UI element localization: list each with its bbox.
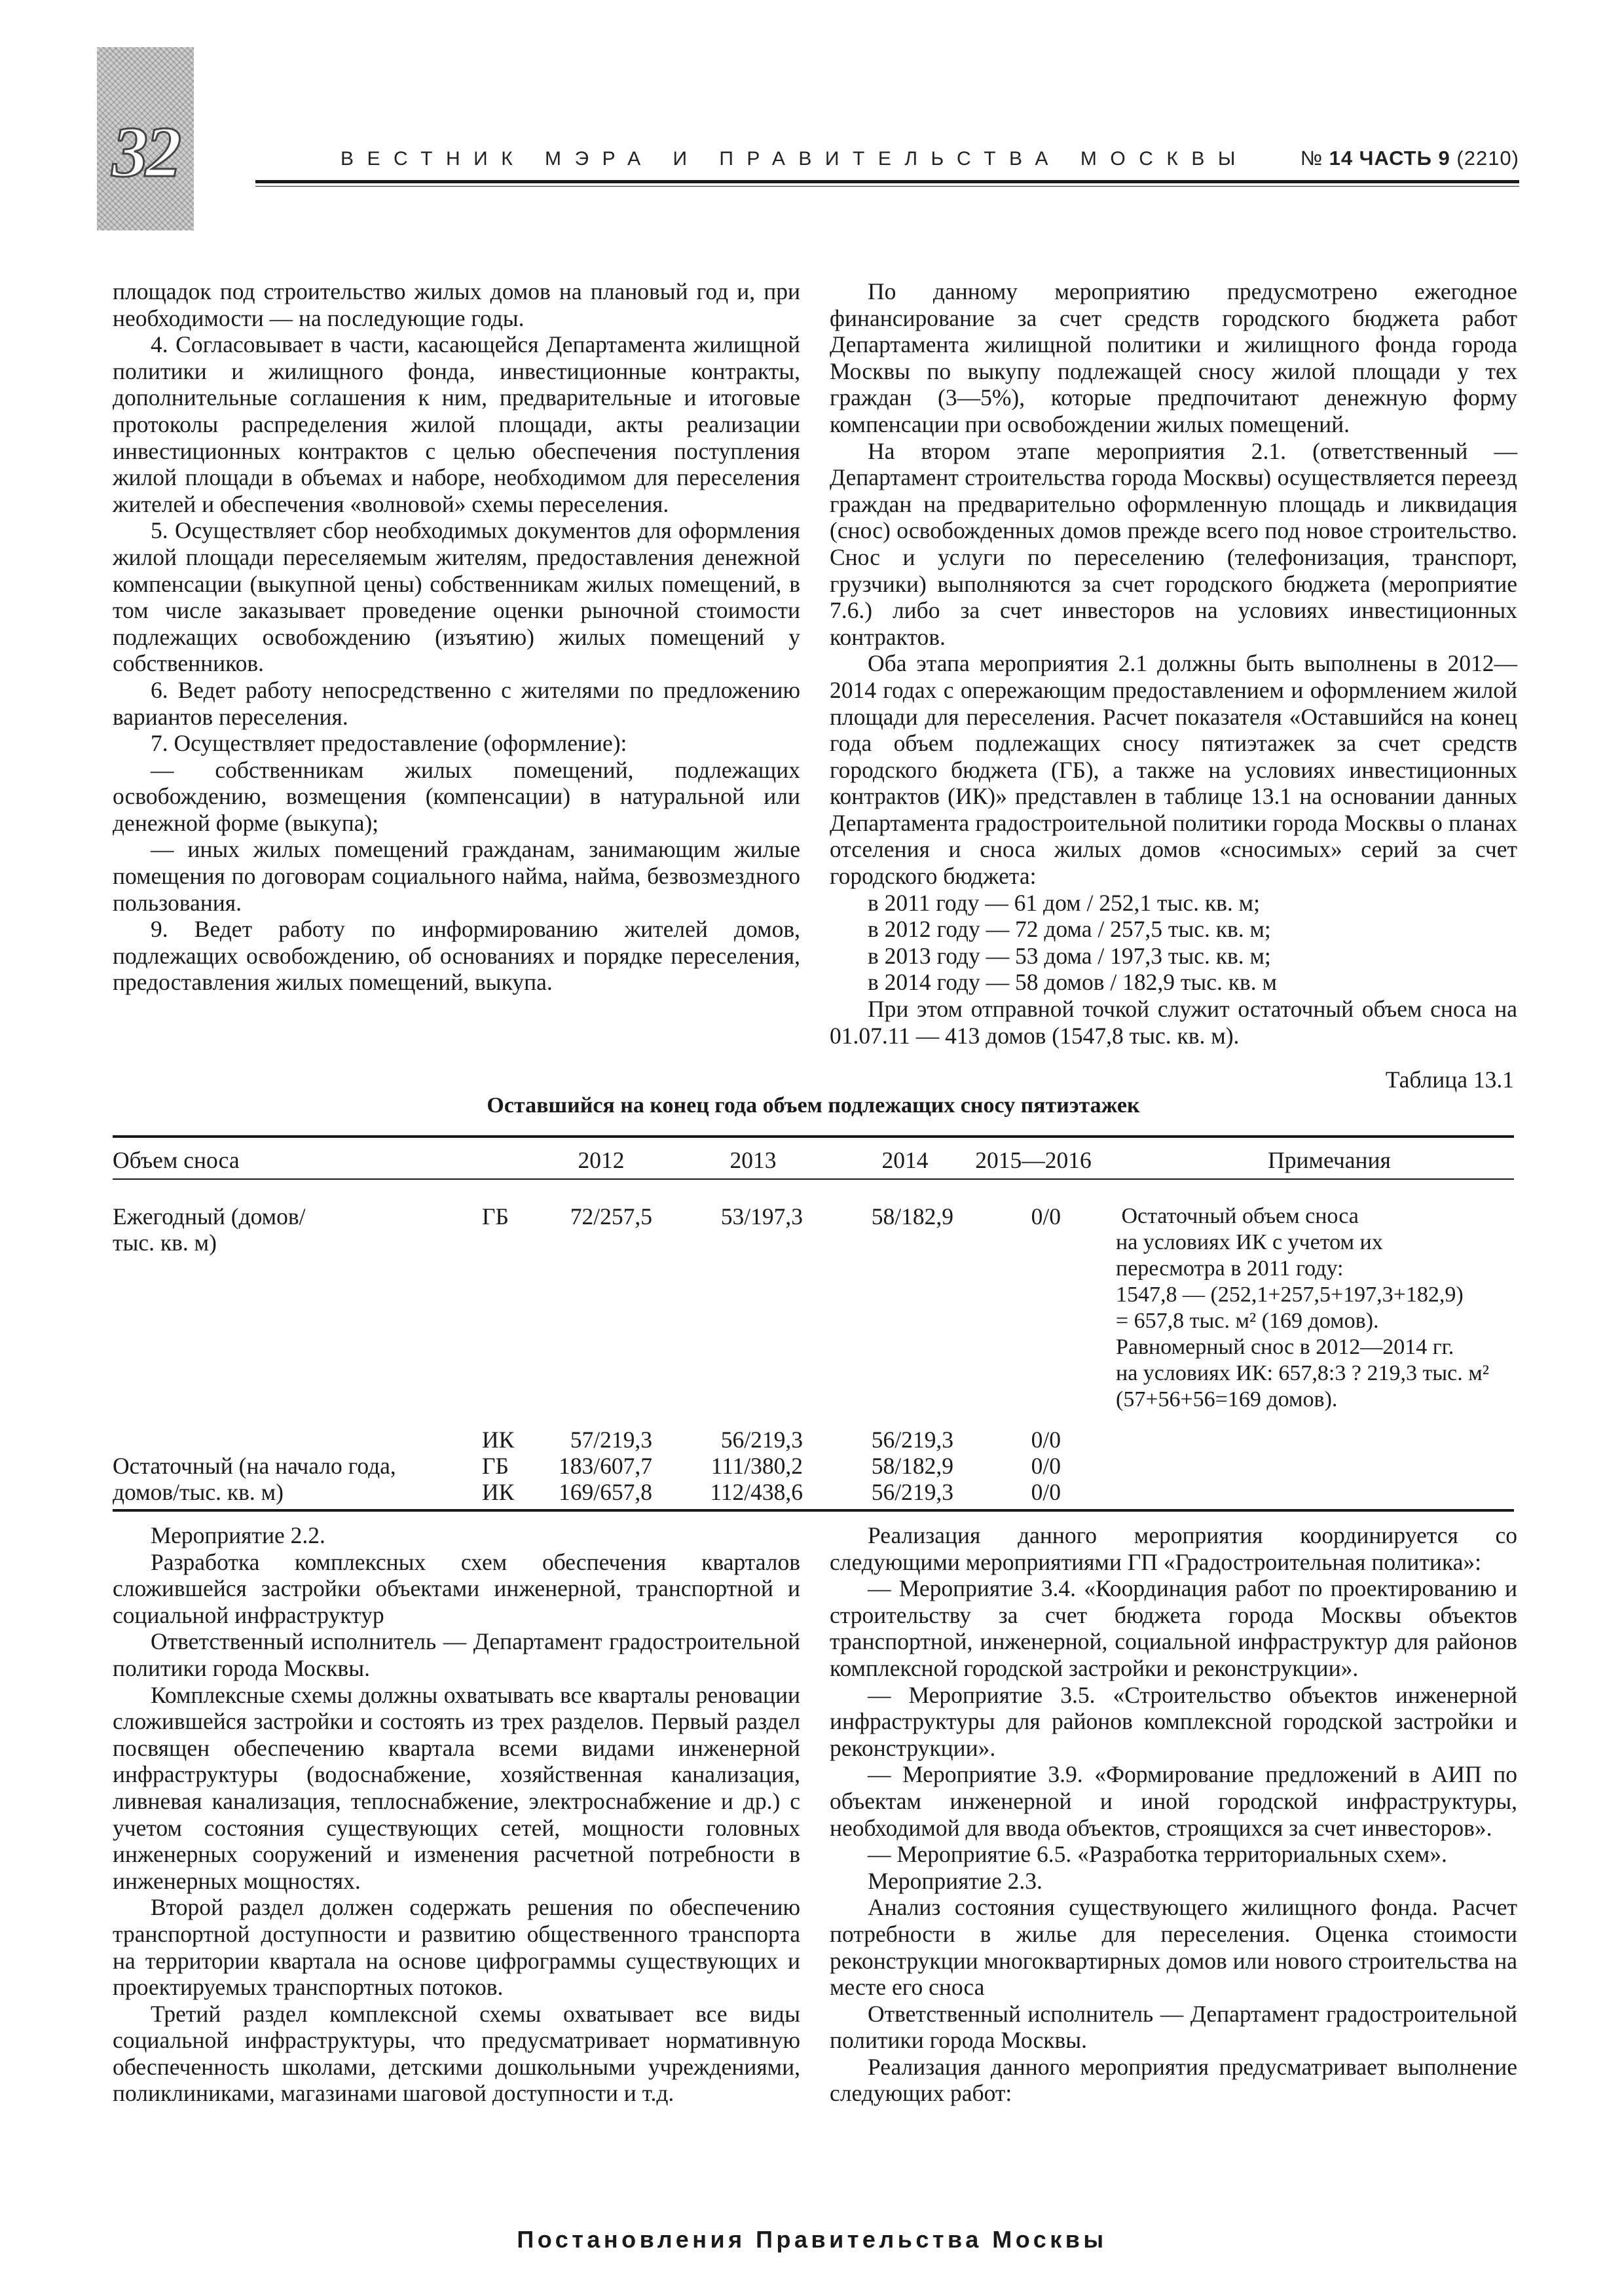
paragraph: Третий раздел комплексной схемы охватывает все виды социальной инфраструктуры, что предусматривает нормативную обеспеченность школами, детскими дошкольными учреждениями, поликлиниками, магазинами шаговой доступности и т.д. — [113, 2000, 800, 2107]
paragraph: Комплексные схемы должны охватывать все кварталы реновации сложившейся застройки и состоять из трех разделов. Первый раздел посвящен обеспечению квартала всеми видами инженерной инфраструктуры (водоснабжение, хозяйственная канализация, ливневая канализация, теплоснабжение, электроснабжение и др.) с учетом состояния существующих сетей, мощности головных инженерных сооружений и изменения расчетной потребности в инженерных мощностях. — [113, 1681, 800, 1894]
table-cell: 183/607,7 — [559, 1453, 652, 1479]
table-cell: 169/657,8 — [559, 1479, 652, 1505]
note-line: = 657,8 тыс. м² (169 домов). — [1116, 1309, 1379, 1333]
paragraph: 5. Осуществляет сбор необходимых документов для оформления жилой площади переселяемым жителям, предоставления денежной компенсации (выкупной цены) собственникам жилых помещений, в том числе заказывает проведение оценки рыночной стоимости подлежащих освобождению (изъятию) жилых помещений у собственников. — [113, 517, 800, 677]
source-cell: ГБ — [482, 1453, 509, 1479]
paragraph: Оба этапа мероприятия 2.1 должны быть выполнены в 2012—2014 годах с опережающим предоставлением и оформлением жилой площади для переселения. Расчет показателя «Оставшийся на конец года объем подлежащих сносу пятиэтажек за счет средств городского бюджета (ГБ), а также на условиях инвестиционных контрактов (ИК)» представлен в таблице 13.1 на основании данных Департамента градостроительной политики города Москвы о планах отселения и сноса жилых домов «сносимых» серий за счет городского бюджета: — [830, 650, 1517, 890]
paragraph: — собственникам жилых помещений, подлежащих освобождению, возмещения (компенсации) в натуральной или денежной форме (выкупа); — [113, 756, 800, 836]
paragraph: 7. Осуществляет предоставление (оформление): — [151, 730, 627, 757]
source-cell: ГБ — [482, 1203, 509, 1230]
list-item: в 2014 году — 58 домов / 182,9 тыс. кв. м — [868, 969, 1277, 996]
left-column-bottom — [113, 1522, 800, 2107]
paragraph: Ответственный исполнитель — Департамент градостроительной политики города Москвы. — [113, 1628, 800, 1681]
paragraph: 6. Ведет работу непосредственно с жителями по предложению вариантов переселения. — [113, 676, 800, 730]
paragraph: Второй раздел должен содержать решения по обеспечению транспортной доступности и развитию общественного транспорта на территории квартала на основе цифрограммы существующих и проектируемых транспортных потоков. — [113, 1894, 800, 2001]
paragraph: — Мероприятие 3.4. «Координация работ по проектированию и строительству за счет бюджета города Москвы объектов транспортной, инженерной, социальной инфраструктур для районов комплексной городской застройки и реконструкции». — [830, 1575, 1517, 1681]
paragraph: Анализ состояния существующего жилищного фонда. Расчет потребности в жилье для переселения. Оценка стоимости реконструкции многоквартирных домов или нового строительства на месте его сноса — [830, 1894, 1517, 2001]
table-cell: 56/219,3 — [871, 1427, 953, 1453]
row-label: домов/тыс. кв. м) — [113, 1479, 284, 1505]
table-cell: 0/0 — [1031, 1203, 1061, 1230]
paragraph: На втором этапе мероприятия 2.1. (ответственный — Департамент строительства города Москвы) осуществляется переезд граждан на предварительно оформленную площадь и ликвидация (снос) освобожденных домов прежде всего под новое строительство. Снос и услуги по переселению (телефонизация, транспорт, грузчики) выполняются за счет городского бюджета (мероприятие 7.6.) либо за счет инвесторов на условиях инвестиционных контрактов. — [830, 437, 1517, 650]
page-number: 32 — [112, 111, 179, 192]
table-cell: 57/219,3 — [570, 1427, 652, 1453]
list-item: в 2011 году — 61 дом / 252,1 тыс. кв. м; — [868, 889, 1260, 916]
note-line: Равномерный снос в 2012—2014 гг. — [1116, 1335, 1454, 1359]
table-cell: 0/0 — [1031, 1453, 1061, 1479]
journal-title: ВЕСТНИК МЭРА И ПРАВИТЕЛЬСТВА МОСКВЫ — [341, 148, 1249, 170]
issue-suffix: (2210) — [1456, 147, 1519, 170]
source-cell: ИК — [482, 1427, 515, 1453]
table-header-cell: Примечания — [1268, 1147, 1391, 1173]
paragraph: Мероприятие 2.3. — [868, 1867, 1043, 1894]
paragraph: При этом отправной точкой служит остаточный объем сноса на 01.07.11 — 413 домов (1547,8 тыс. кв. м). — [830, 996, 1517, 1049]
table-cell: 112/438,6 — [710, 1479, 803, 1505]
note-line: на условиях ИК с учетом их — [1116, 1230, 1383, 1254]
paragraph: Реализация данного мероприятия координируется со следующими мероприятиями ГП «Градостроительная политика»: — [830, 1522, 1517, 1575]
note-line: (57+56+56=169 домов). — [1116, 1387, 1338, 1412]
paragraph: — Мероприятие 6.5. «Разработка территориальных схем». — [868, 1841, 1447, 1868]
issue-number — [1301, 147, 1519, 170]
header-rule — [255, 180, 1519, 183]
table-cell: 0/0 — [1031, 1479, 1061, 1505]
paragraph: 9. Ведет работу по информированию жителей домов, подлежащих освобождению, об основаниях и порядке переселения, предоставления жилых помещений, выкупа. — [113, 916, 800, 996]
paragraph: Реализация данного мероприятия предусматривает выполнение следующих работ: — [830, 2053, 1517, 2107]
paragraph: 4. Согласовывает в части, касающейся Департамента жилищной политики и жилищного фонда, инвестиционные контракты, дополнительные соглашения к ним, предварительные и итоговые протоколы распределения жилой площади, акты реализации инвестиционных контрактов с целью обеспечения поступления жилой площади в объемах и наборе, необходимом для переселения жителей и обеспечения «волновой» схемы переселения. — [113, 331, 800, 517]
table-cell: 53/197,3 — [720, 1203, 803, 1230]
running-header — [341, 147, 1519, 179]
list-item: в 2013 году — 53 дома / 197,3 тыс. кв. м; — [868, 942, 1271, 969]
paragraph: площадок под строительство жилых домов на плановый год и, при необходимости — на последующие годы. — [113, 278, 800, 331]
row-label: Ежегодный (домов/ — [113, 1203, 306, 1230]
table-header-cell: 2015—2016 — [975, 1147, 1092, 1173]
row-label: тыс. кв. м) — [113, 1230, 217, 1256]
note-line: на условиях ИК: 657,8:3 ? 219,3 тыс. м² — [1116, 1361, 1489, 1385]
header-rule-thin — [255, 186, 1519, 187]
table-cell: 56/219,3 — [720, 1427, 803, 1453]
note-line: 1547,8 — (252,1+257,5+197,3+182,9) — [1116, 1283, 1464, 1307]
table-cell: 56/219,3 — [871, 1479, 953, 1505]
issue-prefix: № — [1300, 147, 1323, 170]
table-header-cell: 2012 — [578, 1147, 625, 1173]
paragraph: Мероприятие 2.2. — [151, 1522, 325, 1548]
paragraph: — Мероприятие 3.9. «Формирование предложений в АИП по объектам инженерной и иной городской инфраструктуры, необходимой для ввода объектов, строящихся за счет инвесторов». — [830, 1761, 1517, 1841]
table-header-cell: 2014 — [881, 1147, 929, 1173]
paragraph: По данному мероприятию предусмотрено ежегодное финансирование за счет средств городского бюджета работ Департамента жилищной политики и жилищного фонда города Москвы по выкупу подлежащей сносу жилой площади у тех граждан (3—5%), которые предпочитают денежную форму компенсации при освобождении жилых помещений. — [830, 278, 1517, 437]
page-number-badge — [97, 47, 194, 230]
table-bottom-rule — [113, 1509, 1514, 1512]
table-top-rule — [113, 1135, 1514, 1138]
issue-bold: 14 ЧАСТЬ 9 — [1329, 147, 1450, 170]
table-header-cell: 2013 — [729, 1147, 777, 1173]
source-cell: ИК — [482, 1479, 515, 1505]
paragraph: Ответственный исполнитель — Департамент градостроительной политики города Москвы. — [830, 2000, 1517, 2054]
page-footer: Постановления Правительства Москвы — [517, 2226, 1107, 2253]
right-column-bottom — [830, 1522, 1517, 2107]
paragraph: — Мероприятие 3.5. «Строительство объектов инженерной инфраструктуры для районов комплексной городской застройки и реконструкции». — [830, 1681, 1517, 1761]
paragraph: Разработка комплексных схем обеспечения кварталов сложившейся застройки объектами инженерной, транспортной и социальной инфраструктур — [113, 1548, 800, 1628]
table-cell: 111/380,2 — [710, 1453, 803, 1479]
note-line: Остаточный объем сноса — [1116, 1204, 1359, 1228]
table-note — [1116, 1203, 1535, 1413]
table-label: Таблица 13.1 — [1385, 1066, 1514, 1093]
note-line: пересмотра в 2011 году: — [1116, 1256, 1344, 1281]
row-label: Остаточный (на начало года, — [113, 1453, 396, 1479]
table-title: Оставшийся на конец года объем подлежащих сносу пятиэтажек — [487, 1093, 1140, 1118]
table-cell: 58/182,9 — [871, 1453, 953, 1479]
table-header-cell: Объем сноса — [113, 1147, 240, 1173]
table-cell: 58/182,9 — [871, 1203, 953, 1230]
list-item: в 2012 году — 72 дома / 257,5 тыс. кв. м; — [868, 916, 1271, 943]
table-cell: 0/0 — [1031, 1427, 1061, 1453]
table-cell: 72/257,5 — [570, 1203, 652, 1230]
right-column-top — [830, 278, 1517, 1049]
paragraph: — иных жилых помещений гражданам, занимающим жилые помещения по договорам социального найма, найма, безвозмездного пользования. — [113, 836, 800, 916]
left-column-top — [113, 278, 800, 996]
table-header-rule — [113, 1178, 1514, 1180]
